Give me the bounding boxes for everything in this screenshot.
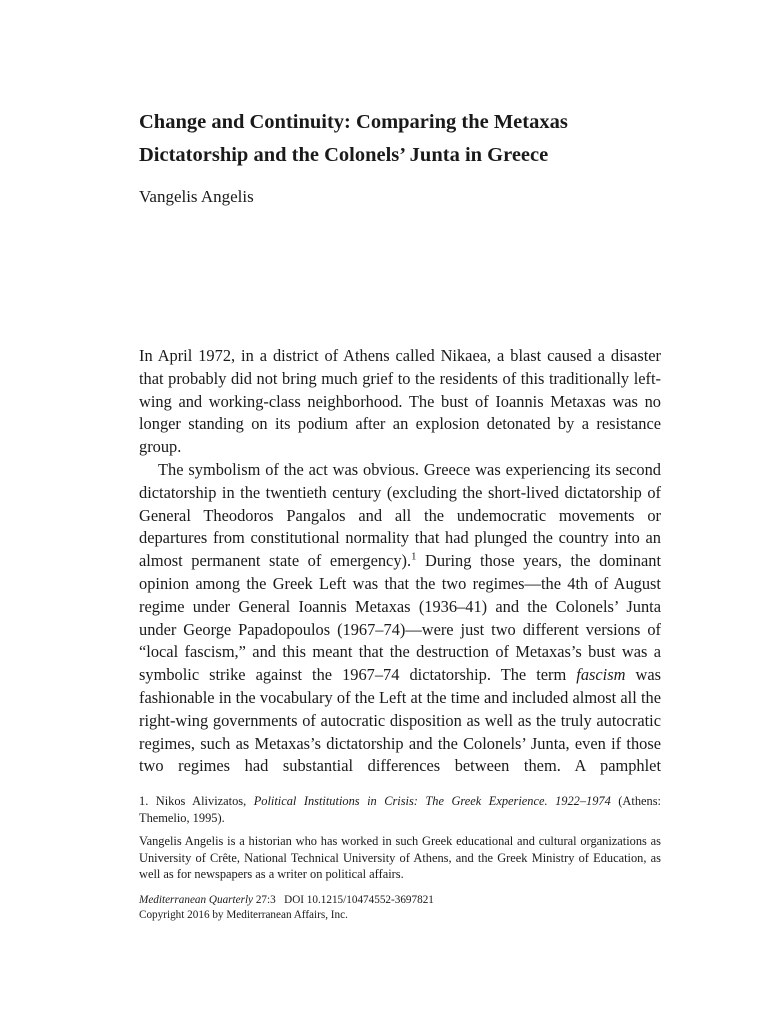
article-body [139, 345, 661, 778]
copyright-line: Copyright 2016 by Mediterranean Affairs, Inc. [139, 908, 348, 921]
author-bio-note: Vangelis Angelis is a historian who has worked in such Greek educational and cultural organizations as University of Crête, National Technical University of Athens, and the Greek Ministry of Education, as well as for newspapers as a writer on political affairs. [139, 834, 661, 882]
footnotes-section [139, 793, 661, 890]
footnote-1-book-title: Political Institutions in Crisis: The Greek Experience. 1922–1974 [253, 794, 611, 808]
footnote-1 [139, 793, 661, 826]
italic-term-fascism: fascism [576, 665, 626, 685]
article-title-line-2: Dictatorship and the Colonels’ Junta in Greece [139, 144, 549, 166]
body-paragraph-2-text-2: During those years, the dominant opinion among the Greek Left was that the two regimes—the 4th of August regime under General Ioannis Metaxas (1936–41) and the Colonels’ Junta under George Papadopoulos (1967–74)—were just two different versions of “local fascism,” and this meant that the destruction of Metaxas’s bust was a symbolic strike against the 1967–74 dictatorship. The term [139, 551, 661, 685]
article-title-line-1: Change and Continuity: Comparing the Metaxas [139, 111, 568, 133]
article-author: Vangelis Angelis [139, 187, 254, 206]
body-paragraph-2-text-3: was fashionable in the vocabulary of the Left at the time and included almost all the right-wing governments of autocratic disposition as well as the truly autocratic regimes, such as Metaxas’s dictatorship and the Colonels’ Junta, even if those two regimes had substantial differences between them. A pamphlet [139, 665, 661, 776]
article-page [139, 0, 661, 1024]
body-paragraph-2 [139, 459, 661, 778]
journal-name: Mediterranean Quarterly [139, 894, 254, 906]
footnote-1-prefix: 1. Nikos Alivizatos, [139, 794, 254, 808]
journal-citation-line [139, 893, 661, 908]
footnote-reference-1[interactable]: 1 [411, 551, 417, 563]
journal-issue-doi: 27:3 DOI 10.1215/10474552-3697821 [253, 894, 434, 906]
body-paragraph-2-text-1: The symbolism of the act was obvious. Greece was experiencing its second dictatorship in the twentieth century (excluding the short-lived dictatorship of General Theodoros Pangalos and all the undemocratic movements or departures from constitutional normality that had plunged the country into an almost permanent state of emergency). [139, 459, 661, 571]
article-title [139, 106, 661, 172]
body-paragraph-1: In April 1972, in a district of Athens called Nikaea, a blast caused a disaster that probably did not bring much grief to the residents of this traditionally left-wing and working-class neighborhood. The bust of Ioannis Metaxas was no longer standing on its podium after an explosion detonated by a resistance group. [139, 346, 661, 457]
footnote-1-suffix: (Athens: Themelio, 1995). [139, 794, 661, 825]
journal-info [139, 893, 661, 922]
